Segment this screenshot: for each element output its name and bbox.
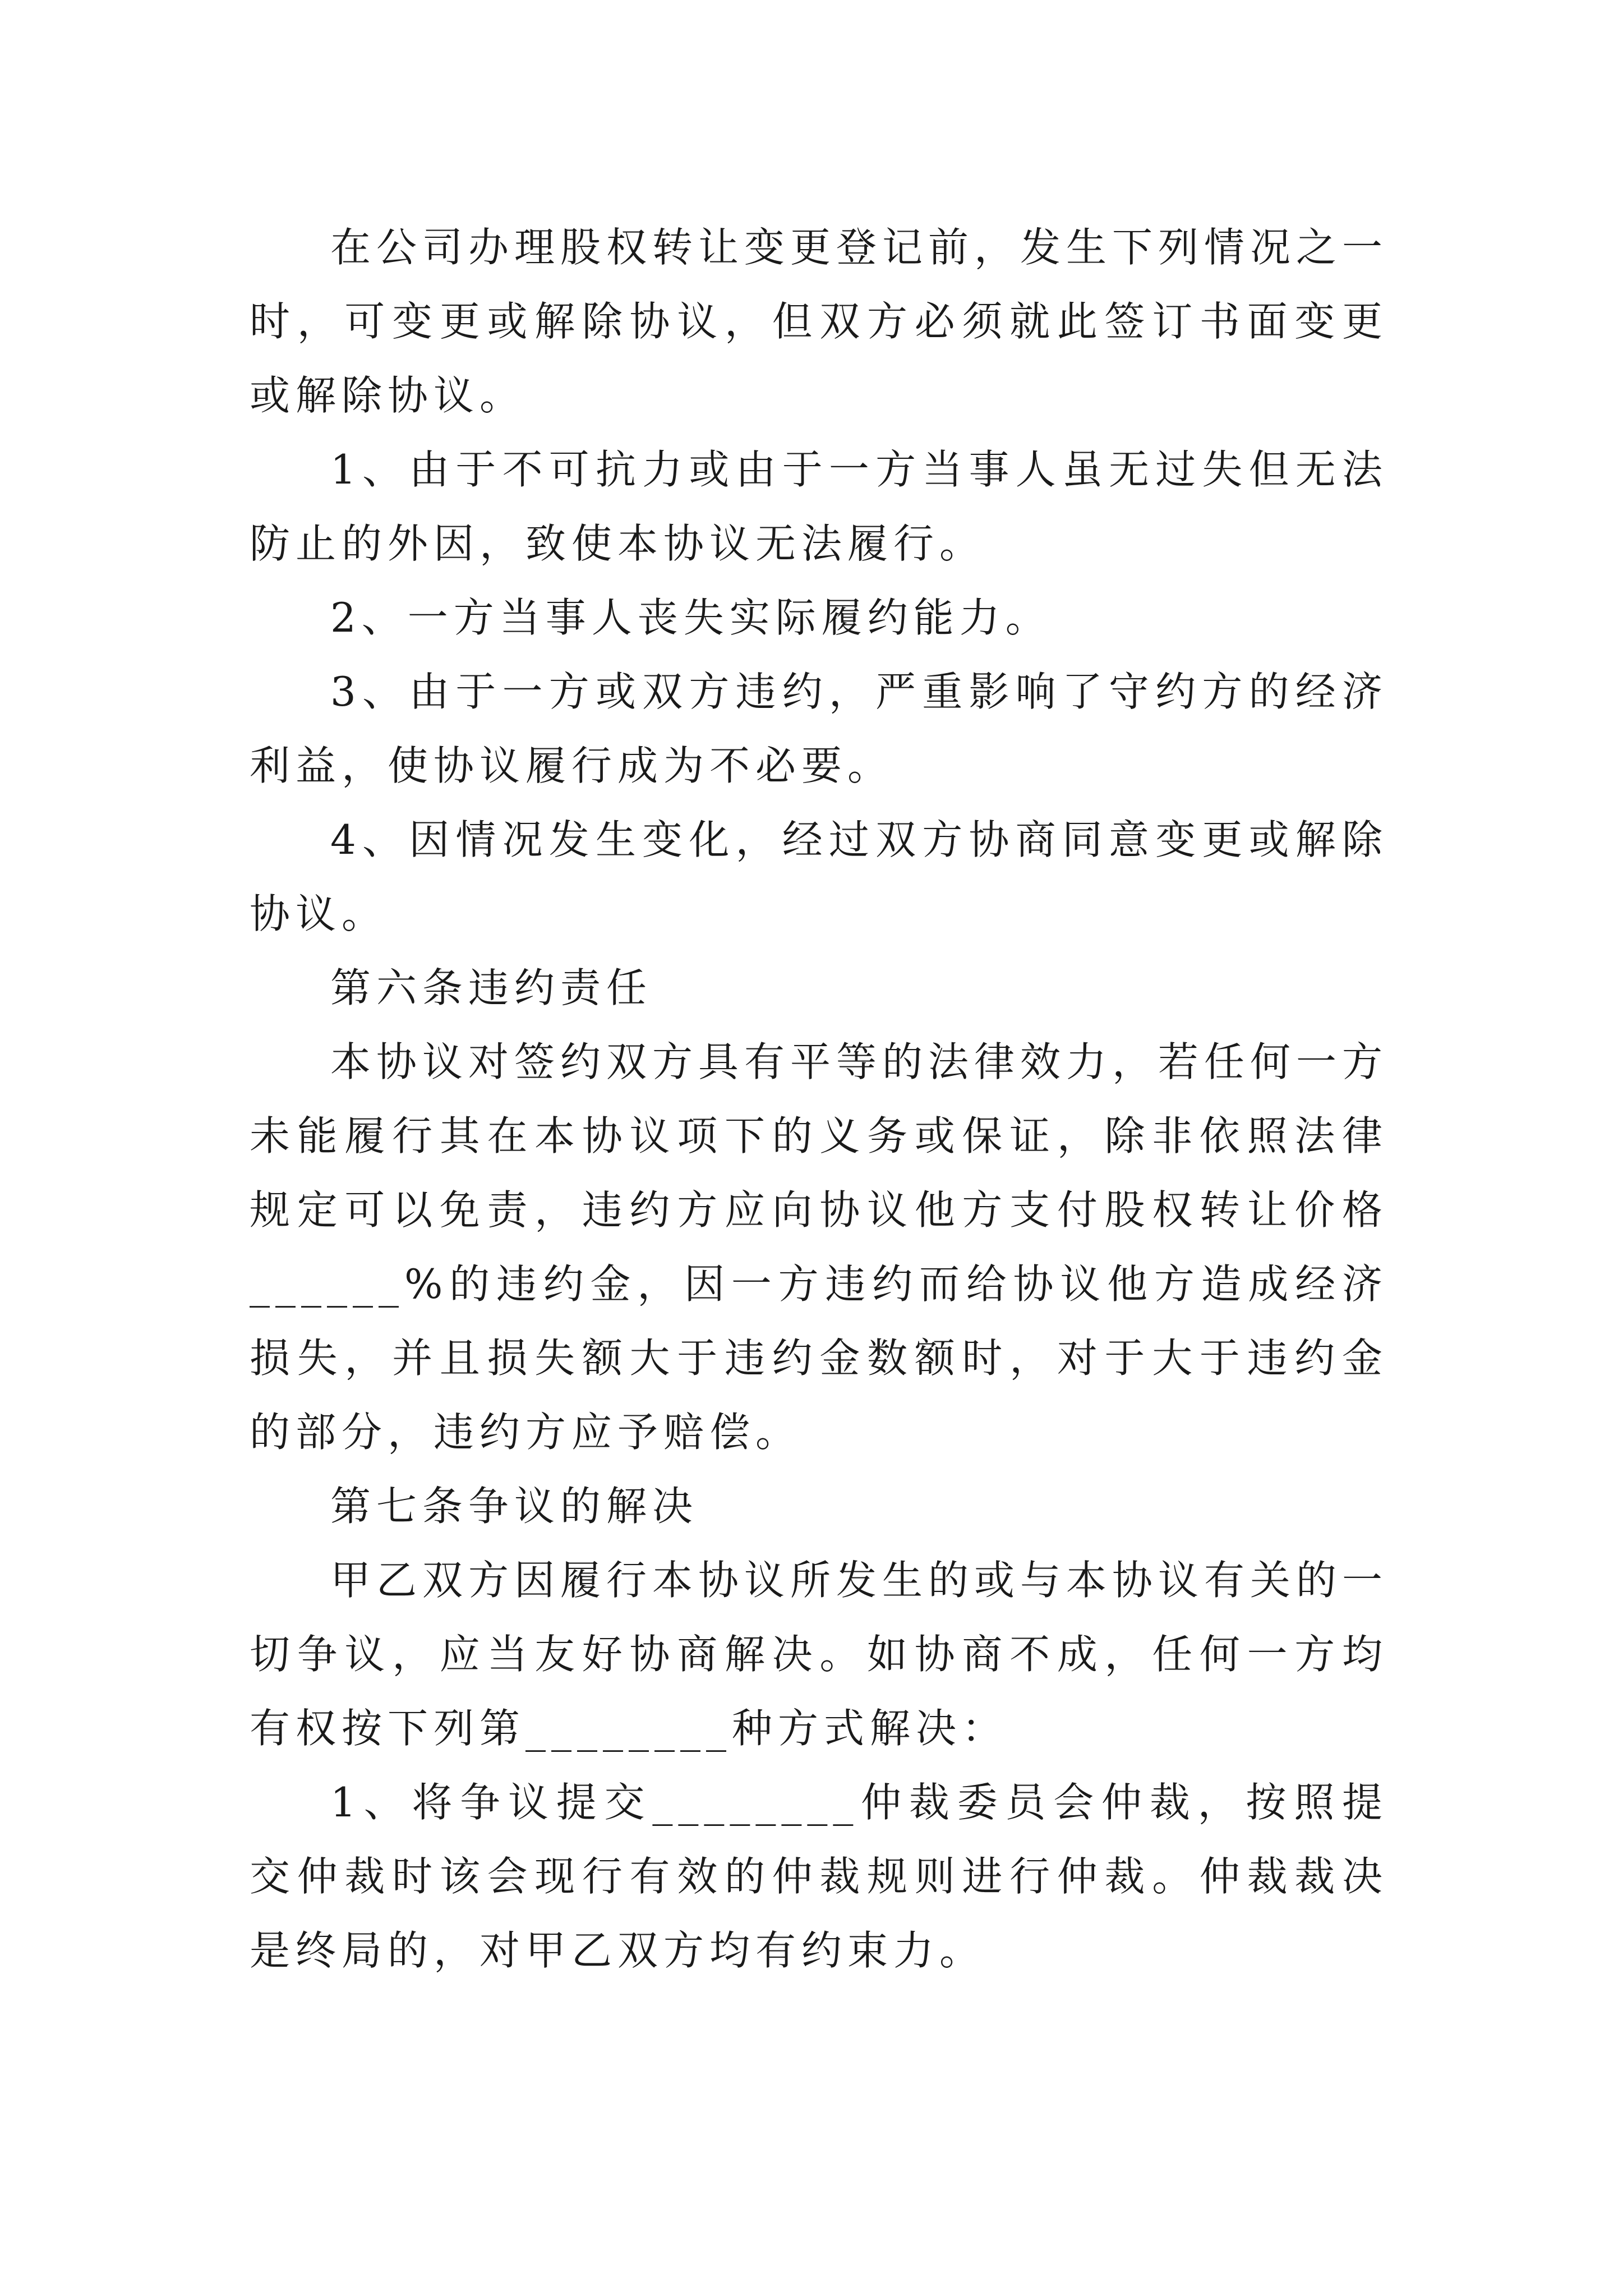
- paragraph-item-1-force-majeure: 1、由于不可抗力或由于一方当事人虽无过失但无法防止的外因，致使本协议无法履行。: [250, 446, 1388, 567]
- paragraph-item-4-change: 4、因情况发生变化，经过双方协商同意变更或解除协议。: [250, 816, 1388, 937]
- paragraph-item-3-breach: 3、由于一方或双方违约，严重影响了守约方的经济利益，使协议履行成为不必要。: [250, 668, 1388, 789]
- paragraph-breach-liability: 本协议对签约双方具有平等的法律效力，若任何一方未能履行其在本协议项下的义务或保证，除非依照法律规定可以免责，违约方应向协议他方支付股权转让价格______%的违约金，因一方违约而给协议他方造成经济损失，并且损失额大于违约金数额时，对于大于违约金的部分，违约方应予赔偿。: [250, 1038, 1389, 1456]
- paragraph-amendment-conditions: 在公司办理股权转让变更登记前，发生下列情况之一时，可变更或解除协议，但双方必须就此签订书面变更或解除协议。: [250, 224, 1389, 419]
- paragraph-dispute-resolution: 甲乙双方因履行本协议所发生的或与本协议有关的一切争议，应当友好协商解决。如协商不成，任何一方均有权按下列第________种方式解决：: [250, 1557, 1389, 1752]
- section-heading-article-6: 第六条违约责任: [330, 964, 653, 1011]
- section-heading-article-7: 第七条争议的解决: [330, 1483, 699, 1530]
- paragraph-item-2-incapacity: 2、一方当事人丧失实际履约能力。: [330, 594, 1052, 641]
- paragraph-arbitration: 1、将争议提交________仲裁委员会仲裁，按照提交仲裁时该会现行有效的仲裁规则进行仲裁。仲裁裁决是终局的，对甲乙双方均有约束力。: [250, 1779, 1388, 1974]
- document-body: [250, 210, 1388, 1987]
